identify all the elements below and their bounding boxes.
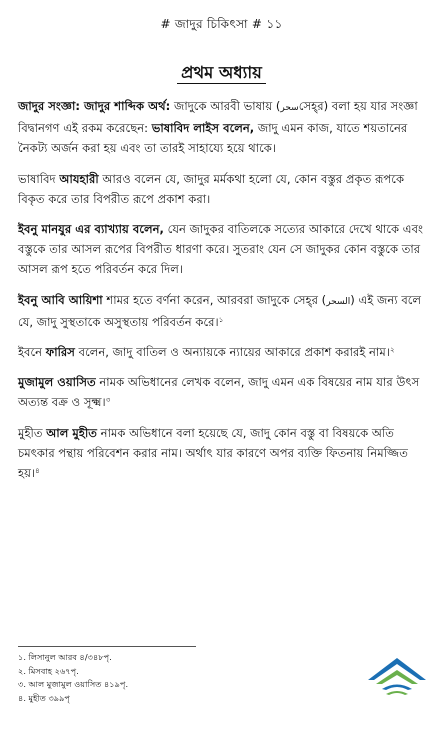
footnote-ref[interactable]: ৪ (35, 467, 40, 476)
definition-heading: জাদুর সংজ্ঞা: জাদুর শাব্দিক অর্থ: (18, 99, 171, 113)
footnote-ref[interactable]: ৩ (105, 396, 111, 405)
paragraph-text: আরও বলেন যে, জাদুর মর্মকথা হলো যে, কোন বস্তুর প্রকৃত রূপকে বিকৃত করে তার বিপরীত রূপে প্রকাশ করা। (18, 171, 405, 206)
paragraph-text: জাদু এমন কাজ, যাতে শয়তানের নৈকট্য অর্জন করা হয় এবং তা তারই সাহায্যে হয়ে থাকে। (18, 121, 408, 156)
chapter-title-text: প্রথম অধ্যায় (177, 63, 266, 84)
paragraph-text: যেন জাদুকর বাতিলকে সত্যের আকারে দেখে থাকে এবং বস্তুকে তার আসল রূপের বিপরীত ধারণা করে। সুতরাং যেন সে জাদুকর কোন বস্তুকে তার আসল রূপ হতে পরিবর্তন করে দিল। (18, 222, 424, 277)
paragraph-text: মুহীত (18, 425, 47, 440)
paragraph-text: সেহ্‌র) বলা হয় যার সংজ্ঞা বিদ্বানগণ এই রকম করেছেন: (18, 99, 418, 136)
scholar-name: আযহারী (59, 171, 99, 186)
paragraph-mujam-wasit (18, 372, 425, 412)
paragraph-azhari (18, 169, 425, 209)
publisher-logo-icon (366, 650, 428, 700)
chapter-title (0, 60, 443, 87)
footnote-item: ৩. আল মুজামুল ওয়াসিত ৪১৯পৃ. (18, 679, 129, 689)
paragraph-text: শামর হতে বর্ণনা করেন, আরবরা জাদুকে সেহ্‌র ( (102, 292, 327, 307)
dictionary-name: আল মুহীত (46, 425, 97, 440)
footnote-item: ৪. মুহীত ৩৯৯পৃ (18, 692, 70, 703)
running-header: # জাদুর চিকিৎসা # ১১ (160, 17, 283, 31)
paragraph-text: জাদুকে আরবী ভাষায় ( (170, 99, 281, 113)
footnote-item: ১. লিসানুল আরব ৪/৩৪৮পৃ. (18, 652, 112, 662)
page-body (18, 96, 425, 493)
arabic-word: السحر (326, 296, 351, 307)
paragraph-faris (18, 342, 425, 362)
dictionary-name: মুজামুল ওয়াসিত (18, 375, 96, 390)
paragraph-text: ) এই জন্য বলে যে, জাদু সুস্থতাকে অসুস্থতায় পরিবর্তন করে। (18, 292, 422, 329)
paragraph-text: নামক অভিধানে বলা হয়েছে যে, জাদু কোন বস্তু বা বিষয়কে অতি চমৎকার পন্থায় পরিবেশন করার নাম। অর্থাৎ যার কারণে অপর ব্যক্তি ফিতনায় নিমজ্জিত হয়। (18, 425, 408, 481)
footnote-ref[interactable]: ১ (218, 315, 224, 324)
paragraph-ibn-abi-aisha (18, 290, 425, 332)
scholar-name: ইবনু আবি আয়িশা (18, 292, 103, 307)
scholar-name: ভাষাবিদ লাইস বলেন, (151, 121, 255, 136)
arabic-word: سحر (280, 103, 299, 113)
footnote-ref[interactable]: ২ (389, 346, 395, 355)
paragraph-definition (18, 96, 425, 159)
footnote-item: ২. মিসবাহ ২৬৭পৃ. (18, 665, 79, 676)
paragraph-text: নামক অভিধানের লেখক বলেন, জাদু এমন এক বিষয়ের নাম যার উৎস অত্যন্ত বক্র ও সূক্ষ্ম। (18, 375, 420, 410)
scholar-name: ইবনু মানযুর এর ব্যাখ্যায় বলেন, (18, 222, 164, 237)
paragraph-ibn-manzur (18, 219, 425, 280)
footnotes (18, 651, 278, 705)
paragraph-text: বলেন, জাদু বাতিল ও অন্যায়কে ন্যায়ের আকারে প্রকাশ করারই নাম। (74, 345, 390, 360)
paragraph-text: ইবনে (18, 345, 46, 360)
paragraph-text: ভাষাবিদ (18, 171, 60, 186)
paragraph-muhit (18, 423, 425, 484)
footnote-divider (18, 646, 196, 647)
scholar-name: ফারিস (45, 345, 75, 360)
